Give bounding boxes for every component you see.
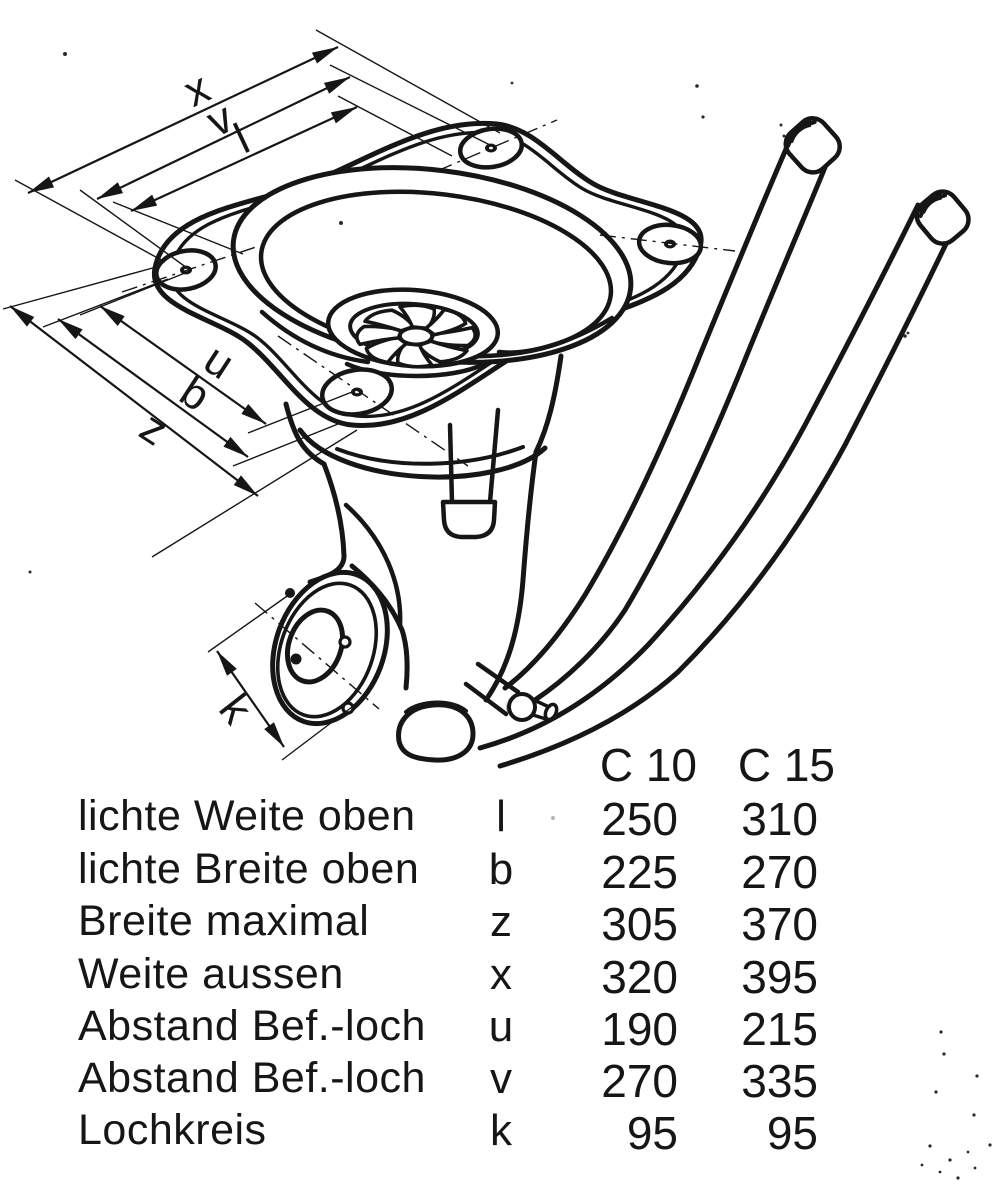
value-c15: 395	[741, 951, 818, 1003]
pivot-bolt	[506, 694, 559, 721]
bracket-edge-2	[466, 684, 506, 714]
value-c10: 95	[626, 1107, 678, 1159]
down-pipe-collar	[443, 502, 495, 537]
dim-label-z: z	[131, 402, 177, 456]
bracket-edge-1	[478, 664, 518, 692]
value-c15: 310	[741, 793, 818, 845]
table-row	[0, 950, 995, 1004]
table-row	[0, 1002, 995, 1056]
down-pipe-left	[450, 425, 452, 502]
value-c10: 270	[601, 1055, 678, 1107]
dim-label-u: u	[195, 334, 243, 390]
value-c10: 225	[601, 846, 678, 898]
value-c10: 250	[601, 793, 678, 845]
row-label: lichte Breite oben	[78, 845, 420, 893]
dim-symbol: k	[490, 1106, 512, 1155]
row-label: lichte Weite oben	[78, 792, 416, 840]
dim-label-v: v	[199, 93, 241, 147]
col-header-c15: C 15	[737, 739, 835, 791]
value-c15: 370	[741, 898, 818, 950]
dim-label-k: k	[209, 685, 262, 733]
dim-symbol: x	[490, 950, 512, 999]
row-label: Breite maximal	[78, 897, 370, 945]
dim-symbol: l	[496, 792, 506, 841]
value-c15: 270	[741, 846, 818, 898]
dim-line-z	[10, 306, 258, 496]
dim-label-x: x	[176, 63, 218, 117]
row-label: Weite aussen	[78, 950, 344, 998]
outlet-bolt-hole-right	[340, 637, 350, 647]
body-right-edge	[486, 452, 536, 700]
row-label: Abstand Bef.-loch	[78, 1054, 426, 1102]
table-row	[0, 897, 995, 951]
value-c10: 190	[601, 1003, 678, 1055]
row-label: Lochkreis	[78, 1106, 267, 1154]
dim-label-l: l	[227, 114, 257, 164]
bowl-underside-right	[536, 356, 561, 452]
table-row	[0, 1054, 995, 1108]
table-header-row	[0, 738, 995, 792]
table-row	[0, 1106, 995, 1160]
dim-symbol: u	[488, 1002, 514, 1051]
bowl-assembly	[153, 123, 703, 425]
value-c15: 335	[741, 1055, 818, 1107]
dim-symbol: b	[488, 845, 514, 894]
dim-symbol: z	[490, 897, 512, 946]
col-header-c10: C 10	[599, 739, 697, 791]
table-row	[0, 792, 995, 846]
value-c10: 305	[601, 898, 678, 950]
value-c15: 95	[766, 1107, 818, 1159]
row-label: Abstand Bef.-loch	[78, 1002, 426, 1050]
body-left-edge	[310, 464, 344, 582]
value-c10: 320	[601, 951, 678, 1003]
table-row	[0, 845, 995, 899]
dim-symbol: v	[490, 1054, 512, 1103]
outlet-bolt-hole-left	[291, 654, 302, 665]
dim-label-b: b	[171, 366, 219, 422]
value-c15: 215	[741, 1003, 818, 1055]
